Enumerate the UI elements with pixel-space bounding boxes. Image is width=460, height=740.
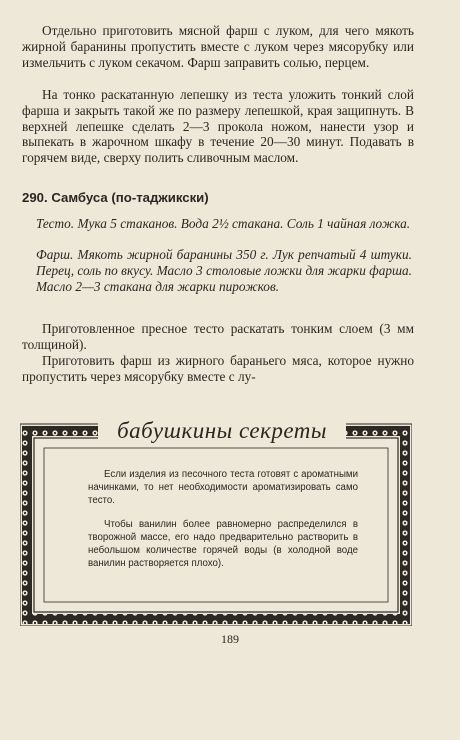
filling-ingredients: Фарш. Мякоть жирной баранины 350 г. Лук репчатый 4 штуки. Перец, соль по вкусу. Масло 3 столовые ложки для жарки фарша. Масло 2—3 стакана для жарки пирожков.: [36, 247, 412, 294]
intro-paragraph-2: На тонко раскатанную лепешку из теста уложить тонкий слой фарша и закрыть такой же по размеру лепешкой, края защипнуть. В верхней лепешке сделать 2—3 прокола ножом, нанести узор и выпекать в жарочном шкафу в течение 20—30 минут. Подавать в горячем виде, сверху полить сливочным маслом.: [22, 87, 414, 166]
dough-ingredients: Тесто. Мука 5 стаканов. Вода 2½ стакана. Соль 1 чайная ложка.: [36, 216, 411, 231]
secrets-tip-2: Чтобы ванилин более равномерно распределился в творожной массе, его надо предварительно растворить в небольшом количестве горячей воды (в холодной воде ванилин растворяется плохо).: [88, 519, 358, 569]
recipe-paragraph-2: Приготовить фарш из жирного бараньего мяса, которое нужно пропустить через мясорубку вместе с лу-: [22, 353, 414, 384]
grandma-secrets-box: [20, 418, 412, 626]
page-number: 189: [221, 632, 239, 646]
recipe-paragraph-1: Приготовленное пресное тесто раскатать тонким слоем (3 мм толщиной).: [22, 321, 414, 352]
secrets-title: бабушкины секреты: [98, 418, 346, 444]
secrets-tip-1: Если изделия из песочного теста готовят с ароматными начинками, то нет необходимости ароматизировать само тесто.: [88, 469, 358, 506]
intro-paragraph-1: Отдельно приготовить мясной фарш с луком, для чего мякоть жирной баранины пропустить вместе с луком через мясорубку или измельчить с луком секачом. Фарш заправить солью, перцем.: [22, 23, 414, 70]
recipe-title: 290. Самбуса (по-таджикски): [22, 190, 209, 205]
